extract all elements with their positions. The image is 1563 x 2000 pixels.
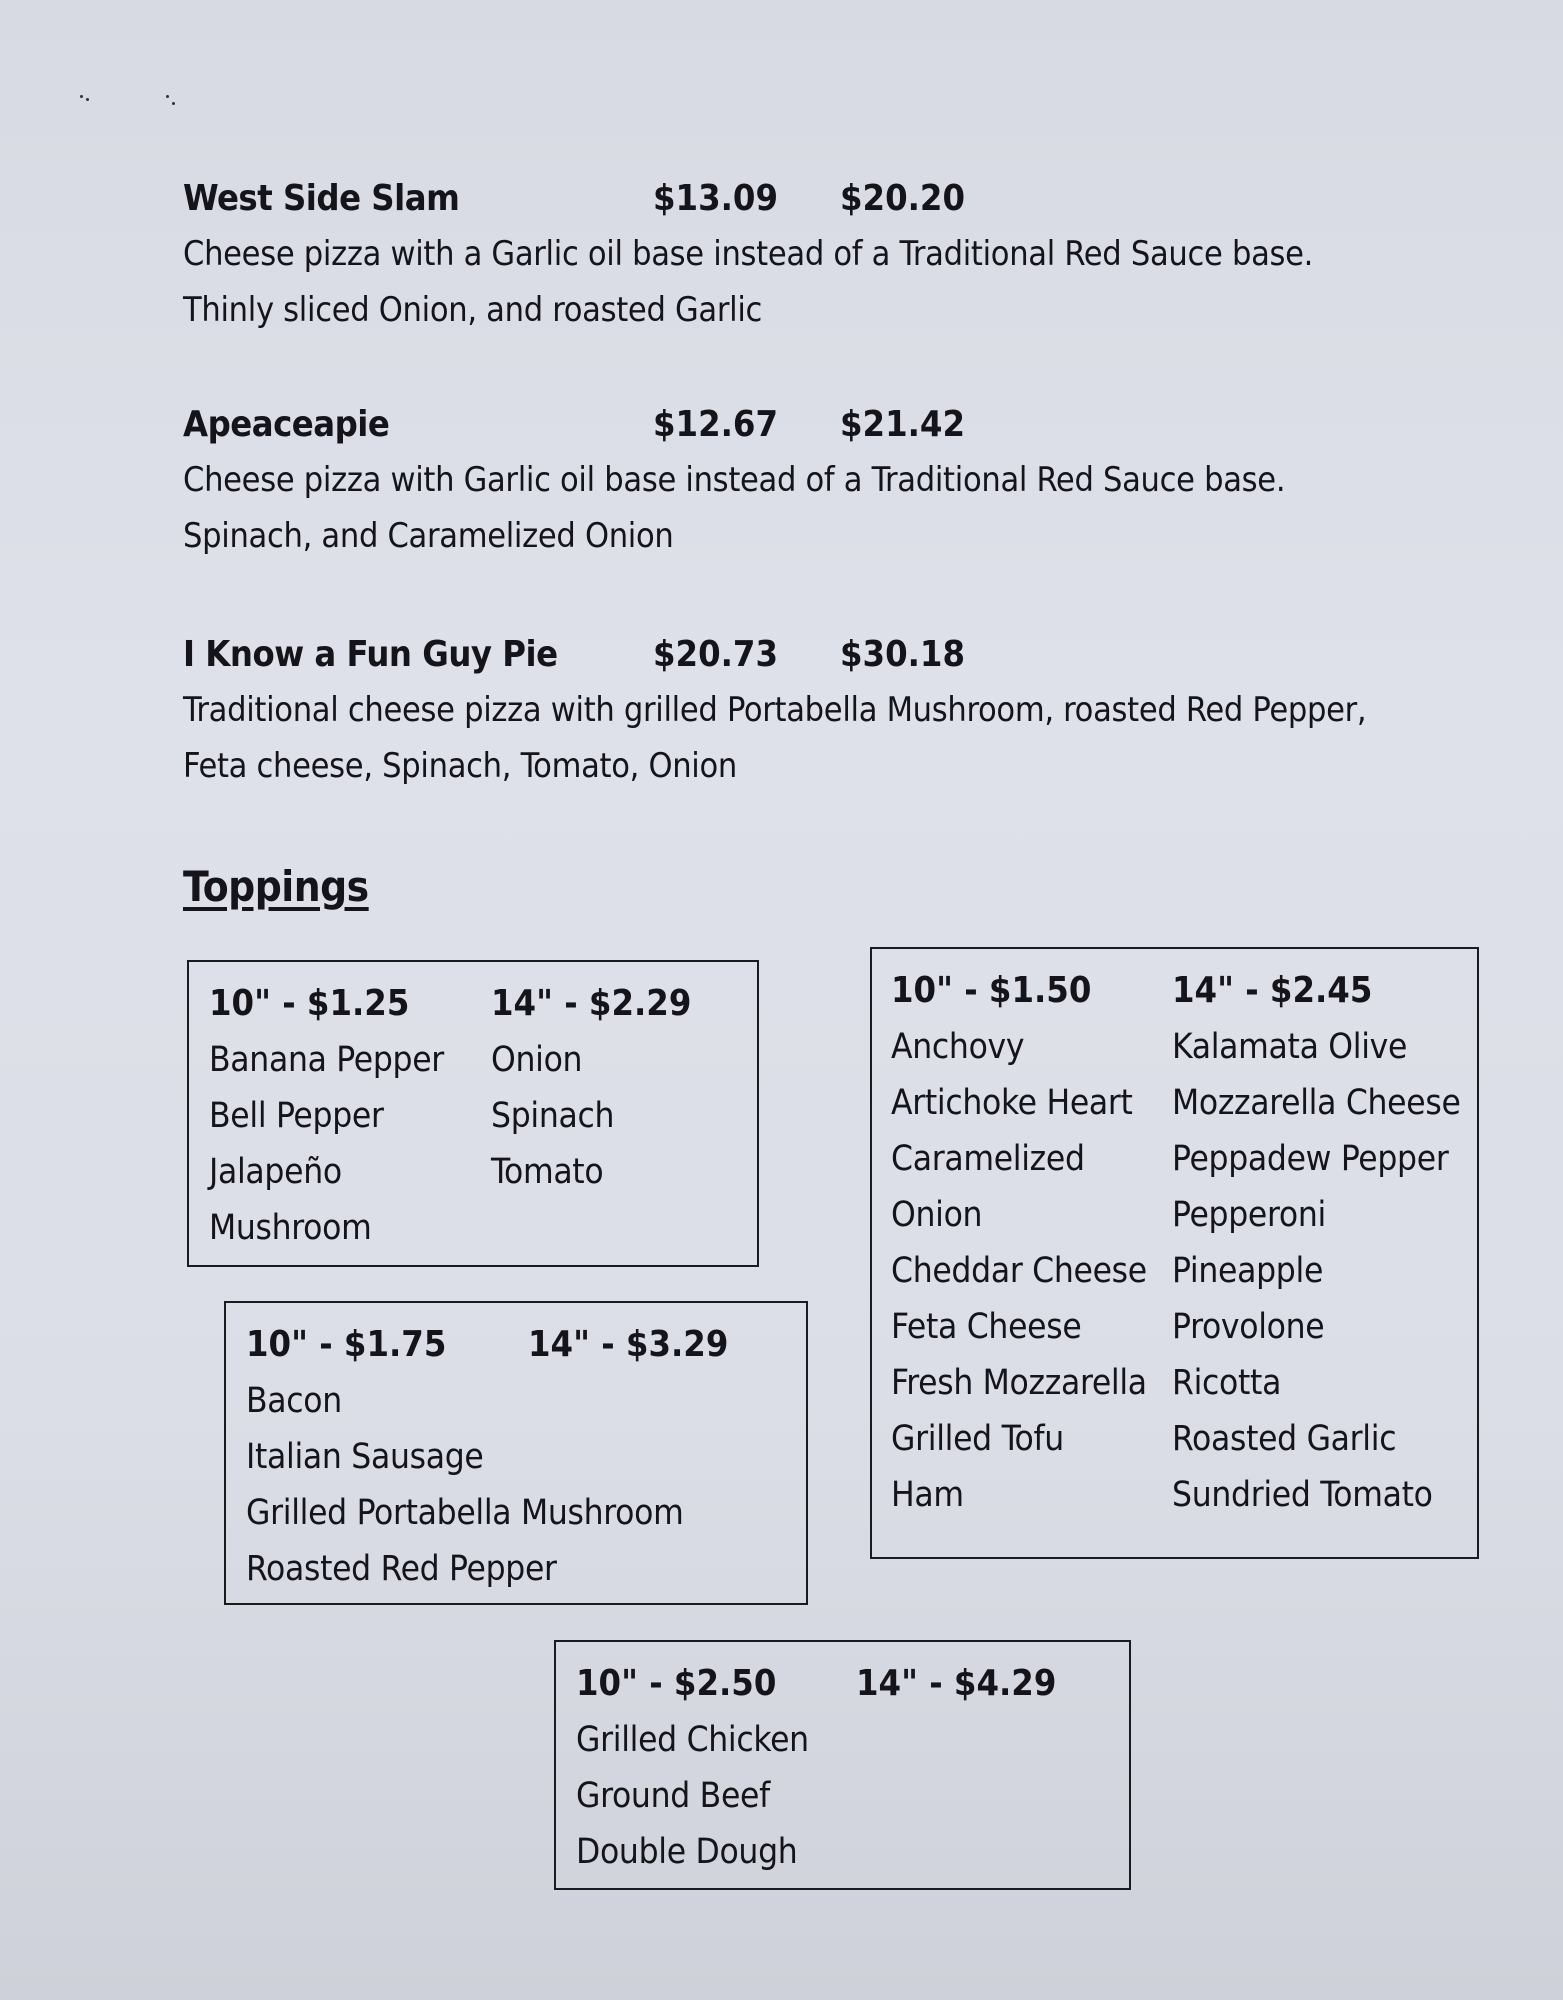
topping-item: Double Dough bbox=[576, 1832, 798, 1872]
pizza-name: I Know a Fun Guy Pie bbox=[183, 634, 558, 675]
price-10-inch: $13.09 bbox=[653, 178, 778, 219]
pizza-item bbox=[183, 178, 1413, 338]
topping-item: Peppadew Pepper bbox=[1172, 1139, 1449, 1179]
toppings-column bbox=[891, 963, 1147, 1523]
topping-item: Caramelized bbox=[891, 1139, 1085, 1179]
price-14-inch: 14" - $3.29 bbox=[528, 1324, 729, 1365]
topping-item: Anchovy bbox=[891, 1027, 1025, 1067]
toppings-heading: Toppings bbox=[183, 862, 369, 911]
topping-item: Ham bbox=[891, 1475, 964, 1515]
topping-item: Pepperoni bbox=[1172, 1195, 1326, 1235]
pizza-item bbox=[183, 404, 1413, 564]
price-10-inch: 10" - $2.50 bbox=[576, 1663, 777, 1704]
topping-item: Spinach bbox=[491, 1096, 615, 1136]
topping-item: Mozzarella Cheese bbox=[1172, 1083, 1461, 1123]
topping-item: Mushroom bbox=[209, 1208, 372, 1248]
price-10-inch: 10" - $1.25 bbox=[209, 983, 410, 1024]
price-14-inch: $30.18 bbox=[840, 634, 965, 675]
topping-item: Grilled Portabella Mushroom bbox=[246, 1493, 684, 1533]
price-10-inch: 10" - $1.50 bbox=[891, 970, 1092, 1011]
topping-item: Grilled Chicken bbox=[576, 1720, 809, 1760]
topping-item: Onion bbox=[491, 1040, 583, 1080]
pizza-name: Apeaceapie bbox=[183, 404, 390, 445]
topping-item: Tomato bbox=[491, 1152, 604, 1192]
price-14-inch: 14" - $2.45 bbox=[1172, 970, 1373, 1011]
price-10-inch: 10" - $1.75 bbox=[246, 1324, 447, 1365]
topping-item: Feta Cheese bbox=[891, 1307, 1082, 1347]
topping-item: Jalapeño bbox=[209, 1152, 342, 1192]
pizza-item bbox=[183, 634, 1413, 794]
toppings-box bbox=[554, 1640, 1131, 1890]
price-10-inch: $20.73 bbox=[653, 634, 778, 675]
toppings-box bbox=[224, 1301, 808, 1605]
pizza-description: Traditional cheese pizza with grilled Portabella Mushroom, roasted Red Pepper, Feta cheese, Spinach, Tomato, Onion bbox=[183, 690, 1367, 786]
price-14-inch: 14" - $4.29 bbox=[856, 1663, 1057, 1704]
price-10-inch: $12.67 bbox=[653, 404, 778, 445]
toppings-column bbox=[209, 976, 444, 1256]
pizza-description: Cheese pizza with Garlic oil base instead of a Traditional Red Sauce base. Spinach, and Caramelized Onion bbox=[183, 460, 1286, 556]
topping-item: Kalamata Olive bbox=[1172, 1027, 1408, 1067]
topping-item: Fresh Mozzarella bbox=[891, 1363, 1147, 1403]
price-14-inch: $21.42 bbox=[840, 404, 965, 445]
paper-specks bbox=[80, 95, 90, 105]
price-14-inch: $20.20 bbox=[840, 178, 965, 219]
topping-item: Banana Pepper bbox=[209, 1040, 444, 1080]
topping-item: Ricotta bbox=[1172, 1363, 1282, 1403]
topping-item: Pineapple bbox=[1172, 1251, 1324, 1291]
topping-item: Ground Beef bbox=[576, 1776, 770, 1816]
topping-item: Provolone bbox=[1172, 1307, 1325, 1347]
topping-item: Onion bbox=[891, 1195, 983, 1235]
toppings-box bbox=[870, 947, 1479, 1559]
toppings-column bbox=[491, 976, 691, 1200]
toppings-column bbox=[528, 1317, 728, 1373]
topping-item: Grilled Tofu bbox=[891, 1419, 1064, 1459]
toppings-box bbox=[187, 960, 759, 1267]
toppings-column bbox=[856, 1656, 1056, 1712]
topping-item: Artichoke Heart bbox=[891, 1083, 1133, 1123]
topping-item: Roasted Red Pepper bbox=[246, 1549, 557, 1589]
topping-item: Cheddar Cheese bbox=[891, 1251, 1147, 1291]
topping-item: Sundried Tomato bbox=[1172, 1475, 1433, 1515]
topping-item: Bell Pepper bbox=[209, 1096, 384, 1136]
toppings-column bbox=[576, 1656, 809, 1880]
topping-item: Roasted Garlic bbox=[1172, 1419, 1397, 1459]
toppings-column bbox=[1172, 963, 1461, 1523]
pizza-name: West Side Slam bbox=[183, 178, 460, 219]
price-14-inch: 14" - $2.29 bbox=[491, 983, 692, 1024]
topping-item: Italian Sausage bbox=[246, 1437, 484, 1477]
pizza-description: Cheese pizza with a Garlic oil base instead of a Traditional Red Sauce base. Thinly sliced Onion, and roasted Garlic bbox=[183, 234, 1314, 330]
topping-item: Bacon bbox=[246, 1381, 342, 1421]
